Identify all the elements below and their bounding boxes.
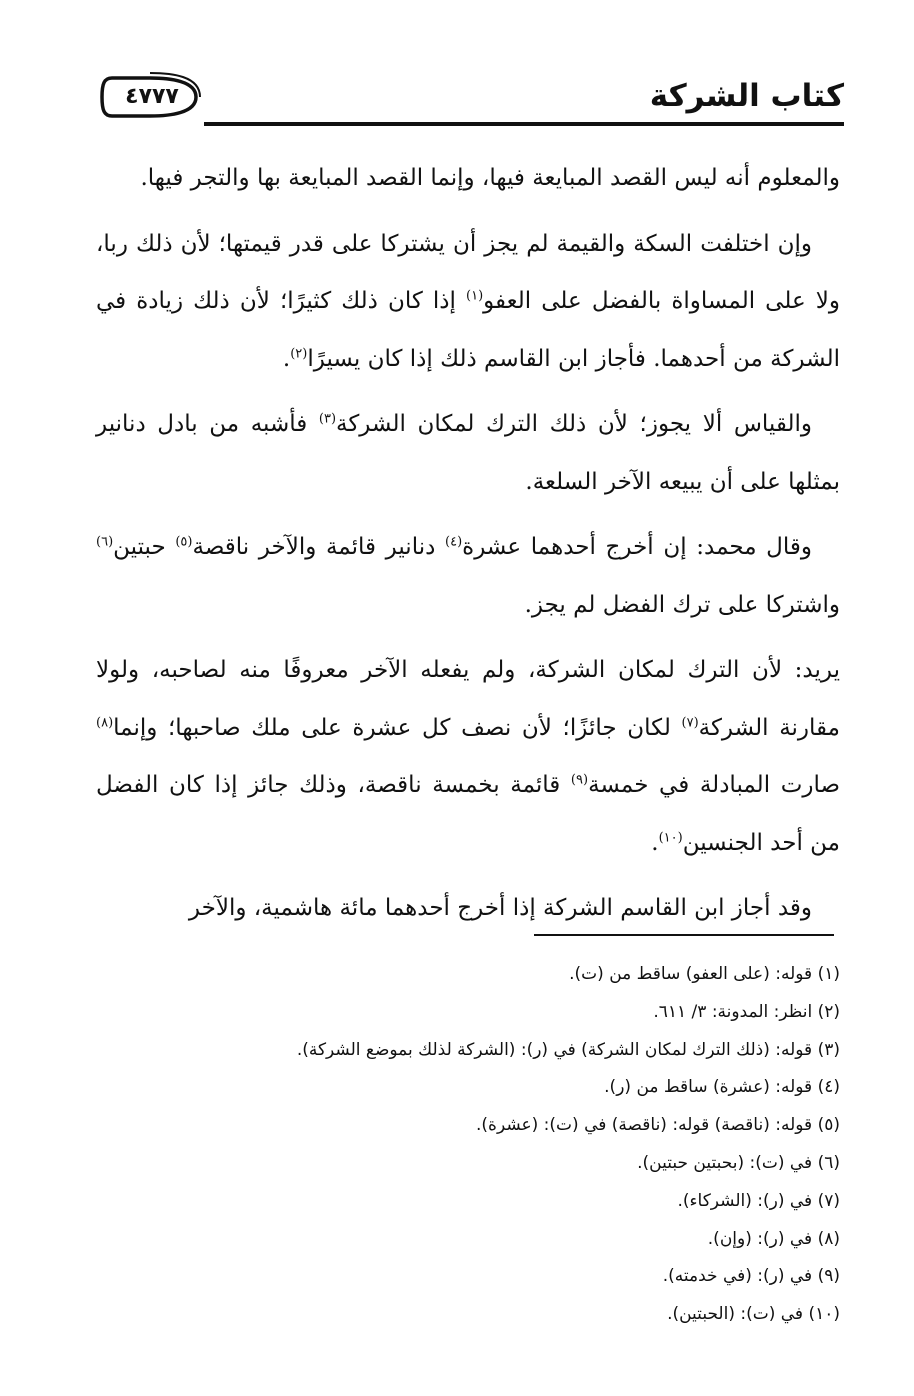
paragraph-text: لكان جائزًا؛ لأن نصف كل عشرة على ملك صاحبها؛ وإنما bbox=[113, 714, 682, 741]
footnote-marker: (١٠) bbox=[658, 829, 683, 845]
page-header bbox=[96, 62, 844, 134]
body-paragraph bbox=[96, 216, 840, 389]
footnote-item: (٤) قوله: (عشرة) ساقط من (ر). bbox=[604, 1077, 840, 1098]
footnote-item: (٥) قوله: (ناقصة) قوله: (ناقصة) في (ت): (عشرة). bbox=[476, 1115, 840, 1136]
paragraph-text: . bbox=[282, 345, 291, 372]
paragraph-text: دنانير قائمة والآخر ناقصة bbox=[192, 534, 445, 560]
body-paragraph bbox=[96, 396, 840, 511]
paragraph-text: وقال محمد: إن أخرج أحدهما عشرة bbox=[462, 534, 813, 560]
footnote-marker: (٣) bbox=[318, 411, 337, 427]
footnote-marker: (٢) bbox=[290, 345, 308, 361]
footnote-item: (١٠) في (ت): (الحبتين). bbox=[667, 1304, 840, 1325]
paragraph-text: والمعلوم أنه ليس القصد المبايعة فيها، وإنما القصد المبايعة بها والتجر فيها. bbox=[140, 165, 840, 191]
footnote-marker: (٥) bbox=[175, 534, 193, 550]
book-title: كتاب الشركة bbox=[649, 78, 844, 114]
paragraph-text: والقياس ألا يجوز؛ لأن ذلك الترك لمكان الشركة bbox=[336, 411, 812, 437]
paragraph-text: واشتركا على ترك الفضل لم يجز. bbox=[524, 591, 840, 618]
footnote-item: (٩) في (ر): (في خدمته). bbox=[662, 1266, 840, 1287]
footnote-separator bbox=[534, 934, 834, 936]
footnote-marker: (١) bbox=[466, 288, 484, 304]
paragraph-text: صارت المبادلة في خمسة bbox=[588, 772, 841, 798]
paragraph-text: فأشبه من بادل دنانير بمثلها على أن يبيعه الآخر السلعة. bbox=[96, 411, 840, 495]
footnote-marker: (٦) bbox=[96, 534, 114, 550]
paragraph-text: إذا كان ذلك كثيرًا؛ لأن ذلك زيادة في الشركة من أحدهما. فأجاز ابن القاسم ذلك إذا كان يسيرًا bbox=[96, 288, 840, 372]
footnote-item: (٦) في (ت): (بحبتين حبتين). bbox=[637, 1152, 840, 1173]
page-number-badge bbox=[100, 72, 204, 122]
page-number: ٤٧٧٧ bbox=[125, 84, 179, 109]
footnote-marker: (٤) bbox=[445, 534, 463, 550]
paragraph-text: يريد: لأن الترك لمكان الشركة، ولم يفعله الآخر معروفًا منه لصاحبه، ولولا مقارنة الشركة bbox=[96, 657, 841, 741]
paragraph-text: وإن اختلفت السكة والقيمة لم يجز أن يشتركا على قدر قيمتها؛ لأن ذلك ربا، ولا على المساواة بالفضل على العفو bbox=[96, 230, 840, 314]
paragraph-text: وقد أجاز ابن القاسم الشركة إذا أخرج أحدهما مائة هاشمية، والآخر bbox=[188, 895, 812, 921]
footnote-marker: (٨) bbox=[96, 714, 114, 730]
body-paragraph bbox=[96, 642, 840, 872]
footnote-item: (٣) قوله: (ذلك الترك لمكان الشركة) في (ر): (الشركة لذلك بموضع الشركة). bbox=[296, 1039, 840, 1060]
body-paragraph bbox=[96, 880, 840, 938]
paragraph-text: قائمة بخمسة ناقصة، وذلك جائز إذا كان الفضل من أحد الجنسين bbox=[96, 772, 840, 856]
footnotes-list bbox=[140, 956, 840, 1334]
footnote-marker: (٧) bbox=[681, 714, 699, 730]
footnote-item: (٧) في (ر): (الشركاء). bbox=[677, 1190, 840, 1211]
footnote-item: (٨) في (ر): (وإن). bbox=[707, 1228, 840, 1249]
footnote-item: (٢) انظر: المدونة: ٣/ ٦١١. bbox=[653, 1001, 840, 1022]
paragraph-text: حبتين bbox=[113, 534, 176, 560]
footnote-item: (١) قوله: (على العفو) ساقط من (ت). bbox=[569, 964, 840, 984]
paragraph-text: . bbox=[651, 829, 659, 856]
body-paragraph bbox=[96, 150, 840, 208]
body-text bbox=[96, 150, 840, 946]
footnote-marker: (٩) bbox=[570, 772, 589, 788]
body-paragraph bbox=[96, 519, 840, 634]
header-rule bbox=[204, 122, 844, 126]
